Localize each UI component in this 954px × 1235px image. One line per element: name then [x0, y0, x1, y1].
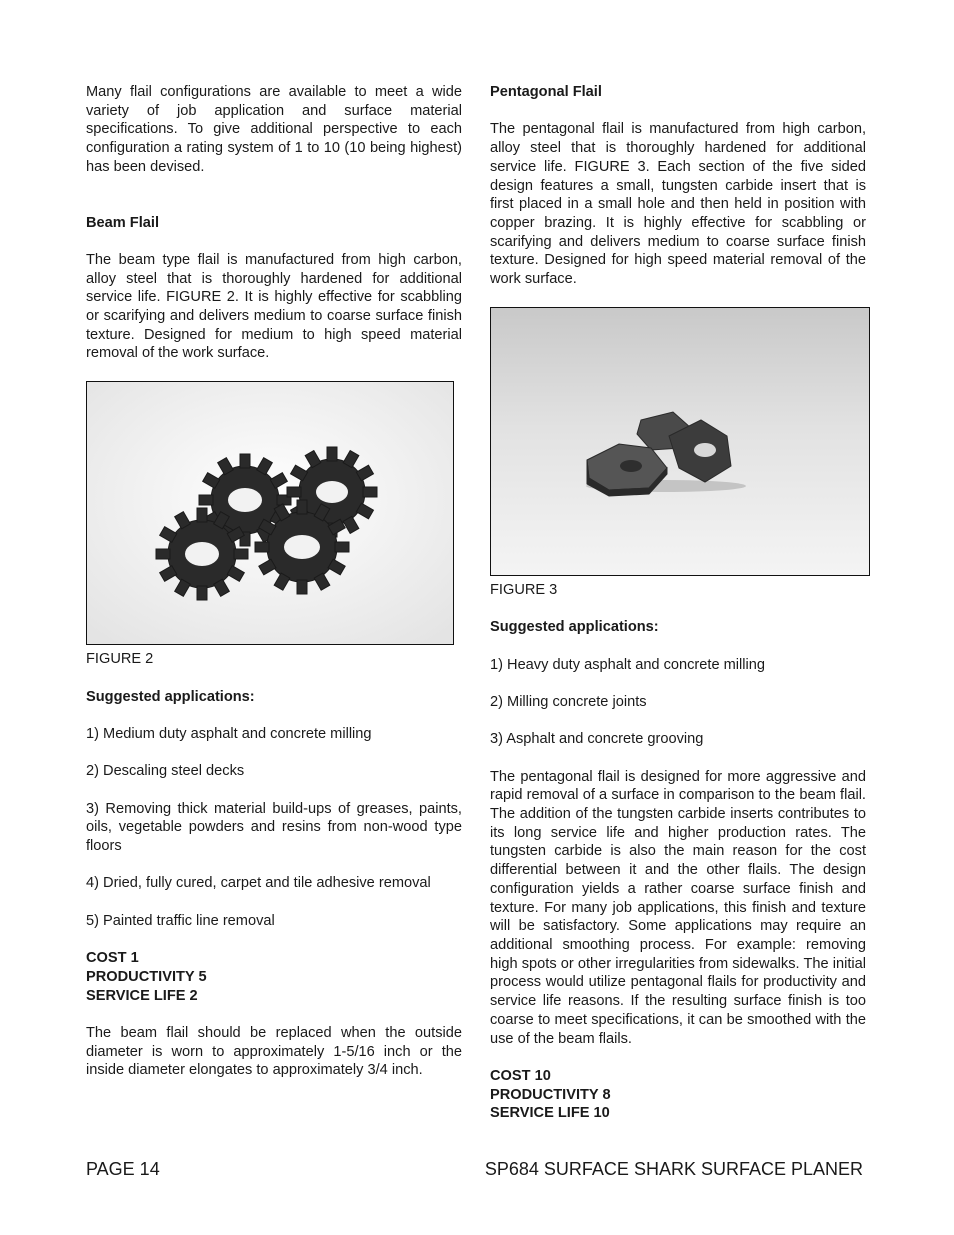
figure-2-caption: FIGURE 2: [86, 651, 154, 668]
service-life-rating: SERVICE LIFE 10: [490, 1105, 610, 1122]
pentagonal-flail-heading: Pentagonal Flail: [490, 84, 602, 100]
beam-flail-heading: Beam Flail: [86, 214, 159, 231]
productivity-rating: PRODUCTIVITY 5: [86, 968, 207, 985]
page-number: PAGE 14: [86, 1159, 160, 1179]
intro-paragraph: Many flail configurations are available to meet a wide variety of job application and surface material specifications. To give additional perspective to each configuration a rating system of 1 to 10 (10 being highest) has been devised.: [86, 84, 462, 175]
right-column: [490, 83, 866, 1123]
application-item: 5) Painted traffic line removal: [86, 912, 275, 929]
application-item: 1) Medium duty asphalt and concrete milling: [86, 725, 372, 742]
comparison-paragraph: The pentagonal flail is designed for more aggressive and rapid removal of a surface in comparison to the beam flail. The addition of the tungsten carbide inserts contributes to its long service life and higher production rates. The tungsten carbide is also the main reason for the cost differential between it and the other flails. The design configuration yields a rather coarse surface finish and texture. For many job applications, this finish and texture will be satisfactory. Some applications may require an additional smoothing process. For example: removing high spots or other irregularities from sidewalks. The initial process would utilize pentagonal flails for productivity and service life reasons. If the resulting surface finish is too coarse to meet specifications, it can be smoothed with the use of the beam flails.: [490, 768, 866, 1047]
application-item: 2) Descaling steel decks: [86, 763, 245, 780]
application-item: 2) Milling concrete joints: [490, 693, 647, 710]
application-item: 3) Removing thick material build-ups of greases, paints, oils, vegetable powders and resins from non-wood type floors: [86, 800, 462, 855]
figure-2-photo: [86, 381, 454, 645]
cost-rating: COST 10: [490, 1067, 551, 1084]
application-item: 3) Asphalt and concrete grooving: [490, 731, 704, 748]
beam-flail-gears-image: [87, 382, 453, 644]
left-column: [86, 83, 462, 1080]
cost-rating: COST 1: [86, 950, 139, 967]
beam-flail-description: The beam type flail is manufactured from high carbon, alloy steel that is thoroughly hardened for additional service life. FIGURE 2. It is highly effective for scabbling or scarifying and delivers medium to coarse surface finish texture. Designed for medium to high speed material removal of the work surface.: [86, 251, 462, 362]
manual-title: SP684 SURFACE SHARK SURFACE PLANER: [484, 1159, 863, 1179]
replacement-note: The beam flail should be replaced when the outside diameter is worn to approximately 1-5/16 inch or the inside diameter elongates to approximately 3/4 inch.: [86, 1025, 462, 1079]
pentagonal-flail-description: The pentagonal flail is manufactured from high carbon, alloy steel that is thoroughly hardened for additional service life. FIGURE 3. Each section of the five sided design features a small, tungsten carbide insert that is first placed in a small hole and then held in position with copper brazing. It is highly effective for scabbling or scarifying and delivers medium to coarse surface finish texture. Designed for high speed material removal of the work surface.: [490, 121, 866, 288]
suggested-applications-heading: Suggested applications:: [86, 688, 255, 705]
productivity-rating: PRODUCTIVITY 8: [490, 1086, 611, 1103]
suggested-applications-heading: Suggested applications:: [490, 619, 659, 636]
application-item: 4) Dried, fully cured, carpet and tile adhesive removal: [86, 875, 431, 892]
application-item: 1) Heavy duty asphalt and concrete milling: [490, 656, 765, 673]
service-life-rating: SERVICE LIFE 2: [86, 987, 198, 1004]
figure-3-caption: FIGURE 3: [490, 581, 558, 598]
pentagonal-flail-image: [491, 308, 869, 575]
figure-3-photo: [490, 307, 870, 576]
